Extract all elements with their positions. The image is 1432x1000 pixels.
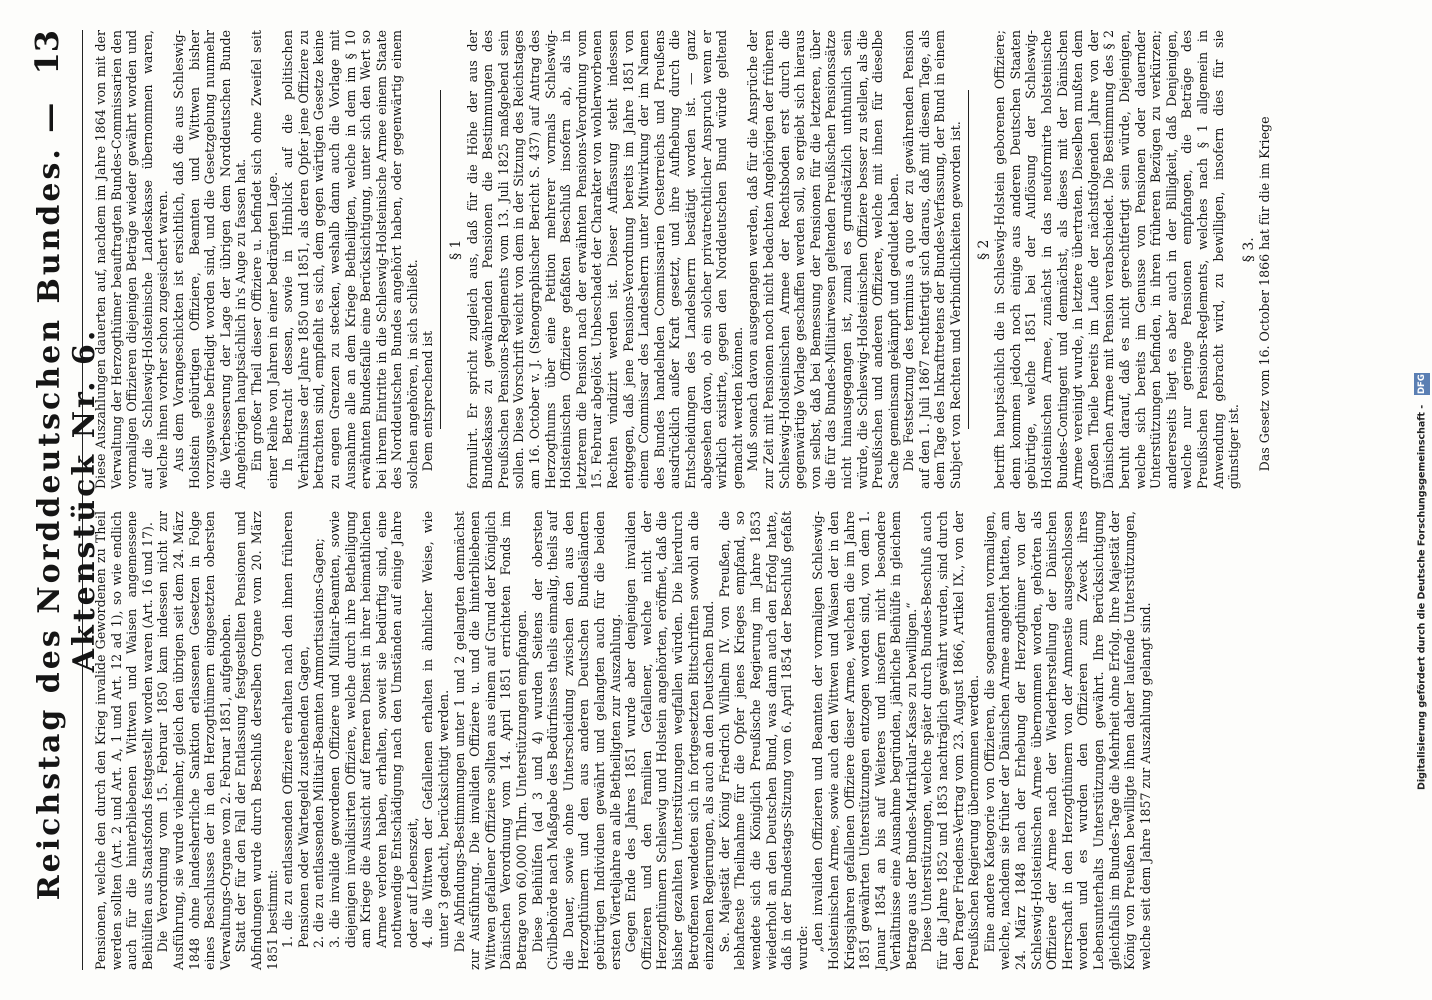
list-item: 1. die zu entlassenden Offiziere erhalten nach den ihnen früheren Pensionen oder Wartegeld zustehenden Gagen, (280, 511, 311, 948)
list-item: 3. die invalide gewordenen Offiziere und Militair-Beamten, sowie diejenigen invalidisirten Offiziere, welche durch ihre Betheiligung am Kriege die Aussicht auf ferneren Dienst in ihrer heimathlichen Armee verloren haben, erhalten, soweit sie bedürftig sind, eine nothwendige Entschädigung nach den Umständen auf einige Jahre oder auf Lebenszeit, (326, 511, 420, 948)
dfg-logo: DFG (1414, 373, 1430, 395)
paragraph: Dem entsprechend ist (420, 330, 436, 472)
page-number: 13 (28, 30, 66, 75)
page-header (10, 30, 102, 970)
paragraph: Se. Majestät der König Friedrich Wilhelm IV. von Preußen, die lebhafteste Theilnahme für die Opfer jenes Krieges empfand, so wendete sich die Königlich Preußische Regierung im Jahre 1853 wiederholt an den Deutschen Bund, was dann auch den Erfolg hatte, daß in der Bundestags-Sitzung vom 6. April 1854 der Beschluß gefaßt wurde: (716, 511, 810, 970)
paragraph: Diese Beihülfen (ad 3 und 4) wurden Seitens der obersten Civilbehörde nach Maßgabe des Bedürfnisses theils einmalig, theils auf die Dauer, sowie ohne Unterscheidung zwischen den aus den Herzogthümern und den aus anderen Deutschen Bundesländern gebürtigen Individuen gewährt und gelangten auch für die beiden ersten Vierteljahre an alle Betheiligten zur Auszahlung. (529, 511, 623, 970)
paragraph: Statt der für den Fall der Entlassung festgestellten Pensionen und Abfindungen wurde durch Beschluß derselben Organe vom 20. März 1851 bestimmt: (233, 511, 280, 970)
paragraph: betrifft hauptsächlich die in Schleswig-Holstein geborenen Offiziere; denn kommen jedoch noch einige aus anderen Deutschen Staaten gebürtige, welche 1851 bei der Auflösung der Schleswig-Holsteinischen Armee, zunächst in das neuformirte holsteinische Bundes-Contingent und demnächst, als dieses mit der Dänischen Armee vereinigt wurde, in letztere übertraten. Dieselben mußten dem großen Theile bereits im Laufe der nächstfolgenden Jahre von der Dänischen Armee mit Pension verabschiedet. Die Bestimmung des § 2 beruht darauf, daß es nicht gerechtfertigt sein würde, Diejenigen, welche sich bereits im Genusse von Pensionen oder dauernder Unterstützungen befinden, in ihren früheren Bezügen zu verkürzen; andererseits liegt es aber auch in der Billigkeit, daß Denjenigen, welche nur geringe Pensionen empfangen, die Beträge des Preußischen Pensions-Reglements, welches nach § 1 allgemein in Anwendung gebracht wird, zu bewilligen, insofern dies für sie günstiger ist. (992, 30, 1242, 489)
list-item: 4. die Wittwen der Gefallenen erhalten in ähnlicher Weise, wie unter 3 gedacht, berücksichtigt werden. (420, 511, 452, 948)
quoted-resolution: „den invaliden Offizieren und Beamten der vormaligen Schleswig-Holsteinischen Armee, sowie auch den Wittwen und Waisen der in den Kriegsjahren gefallenen Offiziere dieser Armee, welchen die im Jahre 1851 gewährten Unterstützungen entzogen worden sind, von dem 1. Januar 1854 an bis auf Weiteres und insofern nicht besondere Verhältnisse eine Ausnahme begründen, jährliche Beihülfe in gleichem Betrage aus der Bundes-Matrikular-Kasse zu bewilligen.“ (810, 511, 919, 970)
paragraph: Gegen Ende des Jahres 1851 wurde aber denjenigen invaliden Offizieren und den Familien Gefallener, welche nicht der Herzogthümern Schleswig und Holstein angehörten, eröffnet, daß die bisher gezahlten Unterstützungen wegfallen würden. Die hierdurch Betroffenen wendeten sich in fortgesetzten Bittschriften sowohl an die einzelnen Regierungen, als auch an den Deutschen Bund. (623, 511, 717, 970)
paragraph: Die Verordnung vom 15. Februar 1850 kam indessen nicht zur Ausführung, sie wurde vielmehr, gleich den übrigen seit dem 24. März 1848 ohne landesherrliche Sanktion erlassenen Gesetzen in Folge eines Beschlusses der in den Herzogthümern eingesetzten obersten Verwaltungs-Organe vom 2. Februar 1851, aufgehoben. (155, 511, 233, 970)
credit-text: Digitalisierung gefördert durch die Deutsche Forschungsgemeinschaft - (1416, 404, 1428, 790)
paragraph: Die Abfindungs-Bestimmungen unter 1 und 2 gelangten demnächst zur Ausführung. Die invaliden Offiziere u. und die hinterbliebenen Wittwen gefallener Offiziere sollten aus einem auf Grund der Königlich Dänischen Verordnung vom 14. April 1851 errichteten Fonds im Betrage von 60,000 Thlrn. Unterstützungen empfangen. (451, 511, 530, 970)
paragraph: Ein großer Theil dieser Offiziere u. befindet sich ohne Zweifel seit einer Reihe von Jahren in einer bedrängten Lage. (248, 30, 280, 489)
paragraph: Das Gesetz vom 16. October 1866 hat für die im Kriege (1257, 116, 1273, 472)
list-item: 2. die zu entlassenden Militair-Beamten Ammortisations-Gagen; (311, 538, 327, 948)
right-column (93, 30, 1273, 489)
paragraph: Aus dem Vorangeschickten ist ersichtlich, daß die aus Schleswig-Holstein gebürtigen Offiziere, Beamten und Wittwen bisher vorzugsweise befriedigt worden sind, und die Gesetzgebung nunmehr die Verbesserung der Lage der übrigen dem Norddeutschen Bunde Angehörigen hauptsächlich in's Auge zu fassen hat. (170, 30, 249, 489)
section-rule (440, 90, 441, 429)
paragraph: In Betracht dessen, sowie in Hinblick auf die politischen Verhältnisse der Jahre 1850 und 1851, als deren Opfer jene Offiziere zu betrachten sind, empfiehlt es sich, dem gegen wärtigen Gesetze keine zu engen Grenzen zu stecken, weshalb dann auch die Vorlage mit Ausnahme alle an dem Kriege Betheiligten, welche in dem im § 10 erwähnten Bundesfalle eine Berücksichtigung, unter sich den Wert so bei ihrem Eintritte in die Schleswig-Holsteinische Armee einem Staate des Norddeutschen Bundes angehört haben, oder gegenwärtig einem solchen angehören, in sich schließt. (280, 30, 420, 489)
section-rule (968, 90, 969, 429)
page-title: Reichstag des Norddeutschen Bundes. — Aktenstück Nr. 6. (32, 99, 102, 901)
digitization-credit (1414, 40, 1430, 790)
text-columns (93, 22, 1273, 978)
paragraph: Eine andere Kategorie von Offizieren, die sogenannten vormaligen, welche, nachdem sie früher der Dänischen Armee angehört hatten, am 24. März 1848 nach der Erhebung der Herzogthümer von der Schleswig-Holsteinischen Armee übernommen worden, gehörten als Offiziere der Armee nach der Wiederherstellung der Dänischen Herrschaft in den Herzogthümern von der Amnestie ausgeschlossen worden und es wurden den Offizieren zum Zweck ihres Lebensunterhalts Unterstützungen gewährt. Ihre Berücksichtigung gleichfalls im Bundes-Tage die Mehrheit ohne Erfolg. Ihre Majestät der König von Preußen bewilligte ihnen daher laufende Unterstützungen, welche seit dem Jahre 1857 zur Auszahlung gelangt sind. (981, 511, 1153, 970)
left-column (93, 511, 1218, 970)
section-heading: § 3. (1240, 237, 1257, 263)
provision-list (280, 511, 452, 970)
paragraph: formulirt. Er spricht zugleich aus, daß für die Höhe der aus der Bundeskasse zu gewährenden Pensionen die Bestimmungen des Preußischen Pensions-Reglements vom 13. Juli 1825 maßgebend sein sollen. Diese Vorschrift weicht von dem in der Sitzung des Reichstages am 16. October v. J. (Stenographischer Bericht S. 437) auf Antrag des Herzogthums über eine Petition mehrerer vormals Schleswig-Holsteinischen Offiziere gefaßten Beschluß insofern ab, als in letzterem die Pension nach der erwähnten Pensions-Verordnung vom 15. Februar abgelöst. Unbeschadet der Charakter von wohlerworbenen Rechten vindizirt werden ist. Dieser Auffassung steht indessen entgegen, daß jene Pensions-Verordnung bereits im Jahre 1851 von einem Commissar des Landesherrn unter Mitwirkung der im Namen des Bundes handelnden Commissarien Oesterreichs und Preußens ausdrücklich außer Kraft gesetzt, und ihre Aufhebung durch die Entscheidungen des Landesherrn bestätigt worden ist. — ganz abgesehen davon, ob ein solcher privatrechtlicher Anspruch wenn er wirklich existirte, gegen den Norddeutschen Bund würde geltend gemacht werden können. (464, 30, 745, 489)
paragraph: Die Festsetzung des terminus a quo der zu gewährenden Pension auf den 1. Juli 1867 rechtfertigt sich daraus, daß mit diesem Tage, als dem Tage des Inkrafttretens der Bundes-Verfassung, der Bund in einem Subject von Rechten und Verbindlichkeiten geworden ist. (901, 30, 964, 489)
section-heading: § 1 (448, 239, 465, 260)
paragraph: Muß sonach davon ausgegangen werden, daß für die Ansprüche der zur Zeit mit Pensionen noch nicht bedachten Angehörigen der früheren Schleswig-Holsteinischen Armee der Rechtsboden erst durch die gegenwärtige Vorlage geschaffen werden soll, so ergiebt sich hieraus von selbst, daß bei Bemessung der Pensionen für die letzteren, über die für das Bundes-Militairwesen geltenden Preußischen Pensionssätze nicht hinausgegangen ist, zumal es grundsätzlich unthunlich sein würde, die Schleswig-Holsteinischen Offiziere besser zu stellen, als die Preußischen und anderen Offiziere, welche mit ihnen für dieselbe Sache gemeinsam gekämpft und geduldet haben. (745, 30, 901, 489)
section-heading: § 2 (975, 239, 992, 260)
paragraph: Diese Unterstützungen, welche später durch Bundes-Beschluß auch für die Jahre 1852 und 1853 nachträglich gewährt wurden, sind durch den Prager Friedens-Vertrag vom 23. August 1866, Artikel IX., von der Preußischen Regierung übernommen werden. (919, 511, 982, 970)
paragraph: Pensionen, welche den durch den Krieg invalide Gewordenen zu Theil werden sollten (Art. 2 und Art. A, 1 und Art. 12 ad 1), so wie endlich auch für die hinterbliebenen Wittwen und Waisen angemessene Beihülfen aus Staatsfonds festgestellt worden waren (Art. 16 und 17). (93, 511, 155, 970)
paragraph: Diese Auszahlungen dauerten auf, nachdem im Jahre 1864 von mit der Verwaltung der Herzogthümer beauftragten Bundes-Commissarien den vormaligen Offizieren diejenigen Beträge wieder gewährt worden und auf die Schleswig-Holsteinische Landeskasse übernommen waren, welche ihnen vorher schon zugesichert waren. (93, 30, 171, 489)
